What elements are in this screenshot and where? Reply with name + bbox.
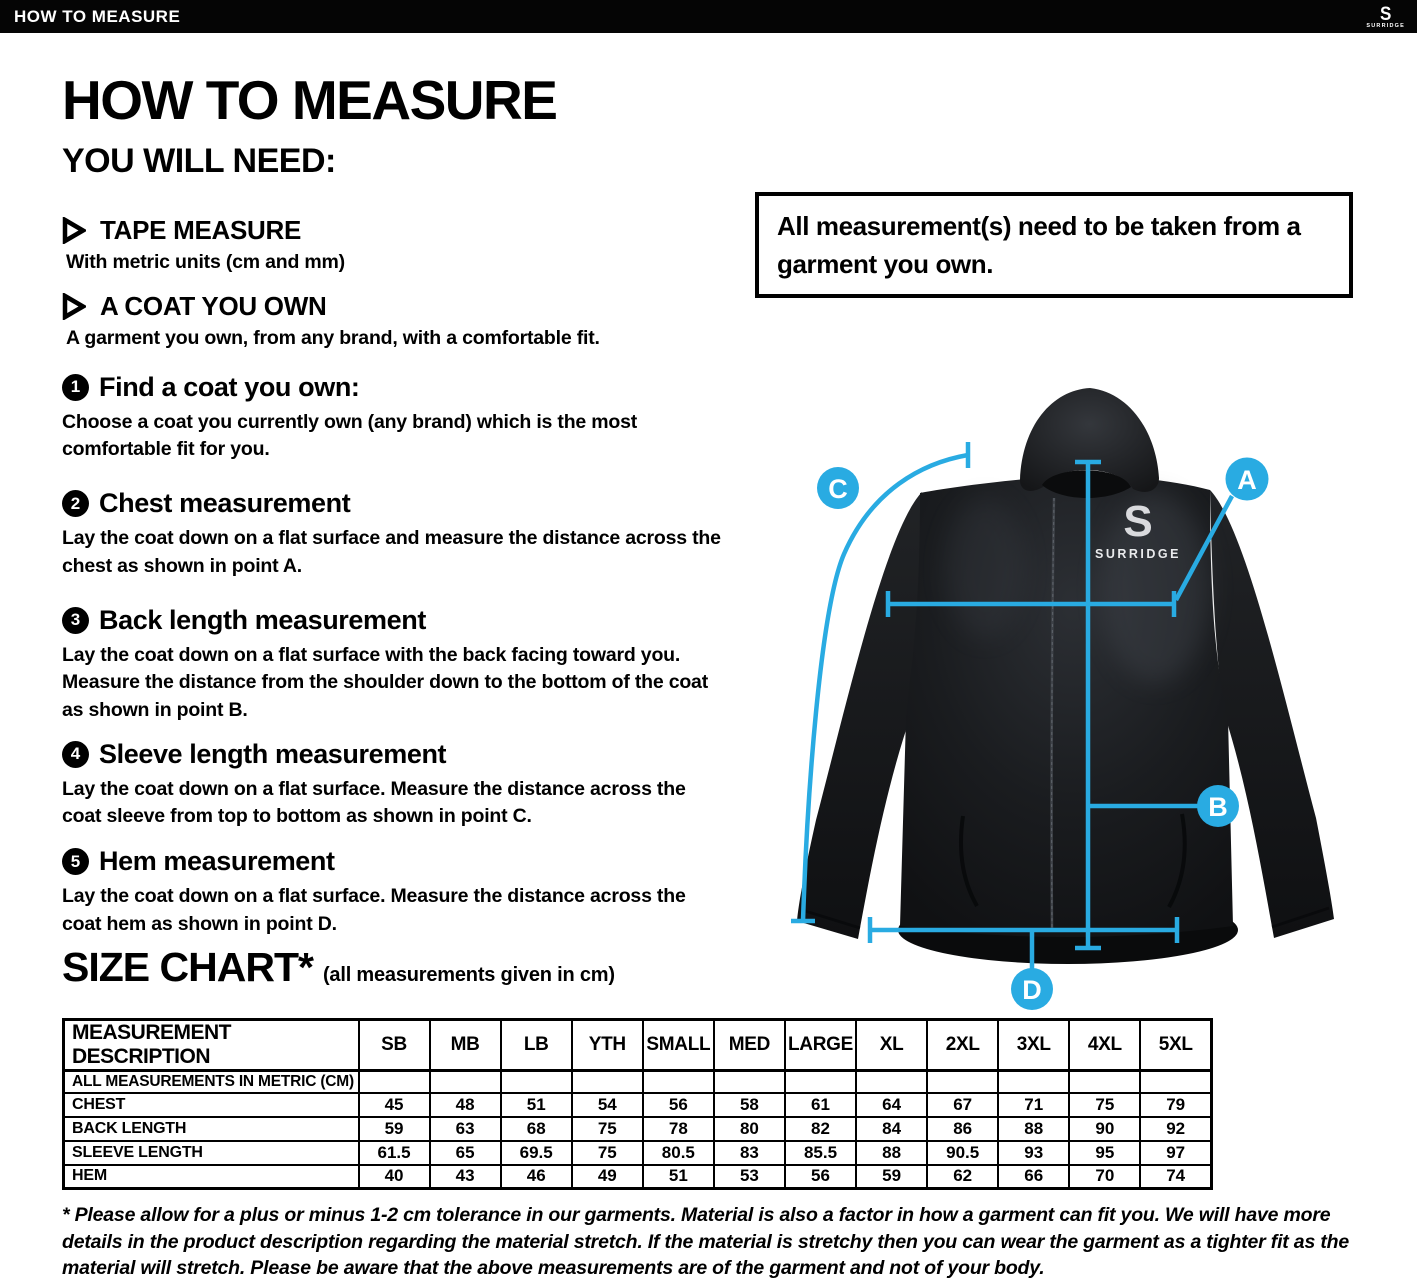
size-value-cell: 51 [643,1165,714,1189]
jacket-measurement-diagram [770,378,1370,1026]
empty-cell [430,1071,501,1093]
footnote-text: * Please allow for a plus or minus 1-2 cm tolerance in our garments. Material is also a factor in how a garment can fit you. We will have more details in the product description regarding the material stretch. If the material is stretchy then you can wear the garment as a tighter fit as the material will stretch. Please be aware that the above measurements are of the garment and not of your body. [62,1204,1349,1280]
size-column-header: 3XL [998,1020,1069,1071]
size-column-header: LB [501,1020,572,1071]
step-header [62,372,744,403]
measurement-row [64,1165,1212,1189]
size-value-cell: 56 [785,1165,856,1189]
point-a-label: A [1237,465,1257,495]
empty-cell [927,1071,998,1093]
size-value-cell: 83 [714,1141,785,1165]
measurement-row-label: HEM [64,1165,359,1189]
size-value-cell: 74 [1140,1165,1211,1189]
size-value-cell: 59 [856,1165,927,1189]
size-value-cell: 84 [856,1117,927,1141]
size-chart-title: SIZE CHART* [62,944,313,990]
size-value-cell: 70 [1069,1165,1140,1189]
surridge-s-icon: S [1380,2,1392,25]
size-chart-subtitle: (all measurements given in cm) [322,964,615,986]
jacket-brand-s-icon: S [1123,497,1153,546]
size-value-cell: 68 [501,1117,572,1141]
step-item [62,846,744,938]
step-number-badge: 1 [62,374,89,401]
step-title: Back length measurement [99,604,426,635]
size-value-cell: 69.5 [501,1141,572,1165]
triangle-bullet-icon [62,293,86,320]
you-will-need-label-row [62,215,744,246]
units-row [64,1071,1212,1093]
size-value-cell: 75 [1069,1093,1140,1117]
you-will-need-description: With metric units (cm and mm) [66,250,345,273]
step-title: Chest measurement [99,488,351,519]
step-item [62,488,744,580]
step-header [62,846,744,877]
step-item [62,739,744,831]
size-value-cell: 67 [927,1093,998,1117]
size-value-cell: 43 [430,1165,501,1189]
empty-cell [1069,1071,1140,1093]
size-value-cell: 86 [927,1117,998,1141]
you-will-need-item [62,291,744,350]
surridge-logo [1366,2,1405,30]
size-column-header: XL [856,1020,927,1071]
size-column-header: SB [359,1020,430,1071]
measurement-description-header: MEASUREMENT DESCRIPTION [64,1020,359,1071]
size-value-cell: 75 [572,1141,643,1165]
size-chart-header [64,1020,1212,1071]
point-c-label: C [828,474,848,504]
size-value-cell: 58 [714,1093,785,1117]
step-body-text: Choose a coat you currently own (any brand) which is the most comfortable fit for you. [62,410,638,461]
size-value-cell: 49 [572,1165,643,1189]
steps-list [62,372,744,938]
size-value-cell: 56 [643,1093,714,1117]
size-value-cell: 45 [359,1093,430,1117]
size-value-cell: 61.5 [359,1141,430,1165]
you-will-need-label: A COAT YOU OWN [100,290,327,321]
size-value-cell: 80 [714,1117,785,1141]
measurement-row-label: CHEST [64,1093,359,1117]
size-value-cell: 61 [785,1093,856,1117]
units-row-label: ALL MEASUREMENTS IN METRIC (CM) [64,1071,359,1093]
surridge-logo-text: SURRIDGE [1366,22,1405,29]
size-column-header: YTH [572,1020,643,1071]
step-number-badge: 4 [62,741,89,768]
size-value-cell: 62 [927,1165,998,1189]
size-value-cell: 78 [643,1117,714,1141]
topbar-title: HOW TO MEASURE [14,6,181,26]
empty-cell [572,1071,643,1093]
you-will-need-list [62,215,744,350]
notice-box [755,192,1353,298]
size-value-cell: 90.5 [927,1141,998,1165]
instructions-column [62,69,744,963]
size-value-cell: 48 [430,1093,501,1117]
size-column-header: 4XL [1069,1020,1140,1071]
measurement-row [64,1141,1212,1165]
step-number-badge: 2 [62,490,89,517]
step-title: Hem measurement [99,846,335,877]
you-will-need-item [62,215,744,274]
you-will-need-label-row [62,291,744,322]
step-body-text: Lay the coat down on a flat surface with the back facing toward you. Measure the distance from the shoulder down to the bottom of the coat as shown in point B. [62,643,708,721]
empty-cell [359,1071,430,1093]
size-value-cell: 88 [998,1117,1069,1141]
empty-cell [998,1071,1069,1093]
measurement-row [64,1117,1212,1141]
size-value-cell: 65 [430,1141,501,1165]
empty-cell [714,1071,785,1093]
step-body-text: Lay the coat down on a flat surface. Measure the distance across the coat sleeve from top to bottom as shown in point C. [62,777,686,828]
size-value-cell: 92 [1140,1117,1211,1141]
you-will-need-heading: YOU WILL NEED: [62,141,336,180]
notice-text: All measurement(s) need to be taken from a garment you own. [777,211,1301,279]
size-value-cell: 82 [785,1117,856,1141]
size-value-cell: 54 [572,1093,643,1117]
empty-cell [643,1071,714,1093]
step-body-text: Lay the coat down on a flat surface and measure the distance across the chest as shown in point A. [62,527,721,577]
step-number-badge: 3 [62,607,89,634]
empty-cell [501,1071,572,1093]
size-value-cell: 46 [501,1165,572,1189]
size-column-header: LARGE [785,1020,856,1071]
page-title: HOW TO MEASURE [62,69,557,131]
size-column-header: SMALL [643,1020,714,1071]
point-d-label: D [1022,975,1042,1005]
size-value-cell: 59 [359,1117,430,1141]
size-value-cell: 93 [998,1141,1069,1165]
step-item [62,372,744,464]
measurement-row-label: BACK LENGTH [64,1117,359,1141]
size-column-header: 5XL [1140,1020,1211,1071]
empty-cell [785,1071,856,1093]
size-value-cell: 90 [1069,1117,1140,1141]
size-chart-heading [62,944,615,991]
point-b-label: B [1208,792,1228,822]
triangle-bullet-icon [62,217,86,244]
size-value-cell: 53 [714,1165,785,1189]
measurement-row [64,1093,1212,1117]
empty-cell [1140,1071,1211,1093]
you-will-need-description: A garment you own, from any brand, with a comfortable fit. [66,326,600,349]
step-header [62,605,744,636]
step-item [62,605,744,724]
empty-cell [856,1071,927,1093]
size-value-cell: 97 [1140,1141,1211,1165]
size-chart-table [62,1018,1213,1190]
measurement-row-label: SLEEVE LENGTH [64,1141,359,1165]
size-value-cell: 80.5 [643,1141,714,1165]
size-value-cell: 64 [856,1093,927,1117]
you-will-need-label: TAPE MEASURE [100,214,302,245]
step-body-text: Lay the coat down on a flat surface. Measure the distance across the coat hem as shown in point D. [62,885,686,935]
step-title: Find a coat you own: [99,371,360,402]
size-column-header: MED [714,1020,785,1071]
size-value-cell: 51 [501,1093,572,1117]
size-value-cell: 66 [998,1165,1069,1189]
jacket-brand-text: SURRIDGE [1095,547,1181,561]
size-column-header: MB [430,1020,501,1071]
size-value-cell: 40 [359,1165,430,1189]
step-title: Sleeve length measurement [99,738,447,769]
size-value-cell: 63 [430,1117,501,1141]
size-value-cell: 85.5 [785,1141,856,1165]
top-bar [0,0,1417,33]
step-header [62,739,744,770]
size-column-header: 2XL [927,1020,998,1071]
size-value-cell: 88 [856,1141,927,1165]
size-value-cell: 95 [1069,1141,1140,1165]
step-number-badge: 5 [62,848,89,875]
step-header [62,488,744,519]
size-value-cell: 71 [998,1093,1069,1117]
size-value-cell: 79 [1140,1093,1211,1117]
size-value-cell: 75 [572,1117,643,1141]
